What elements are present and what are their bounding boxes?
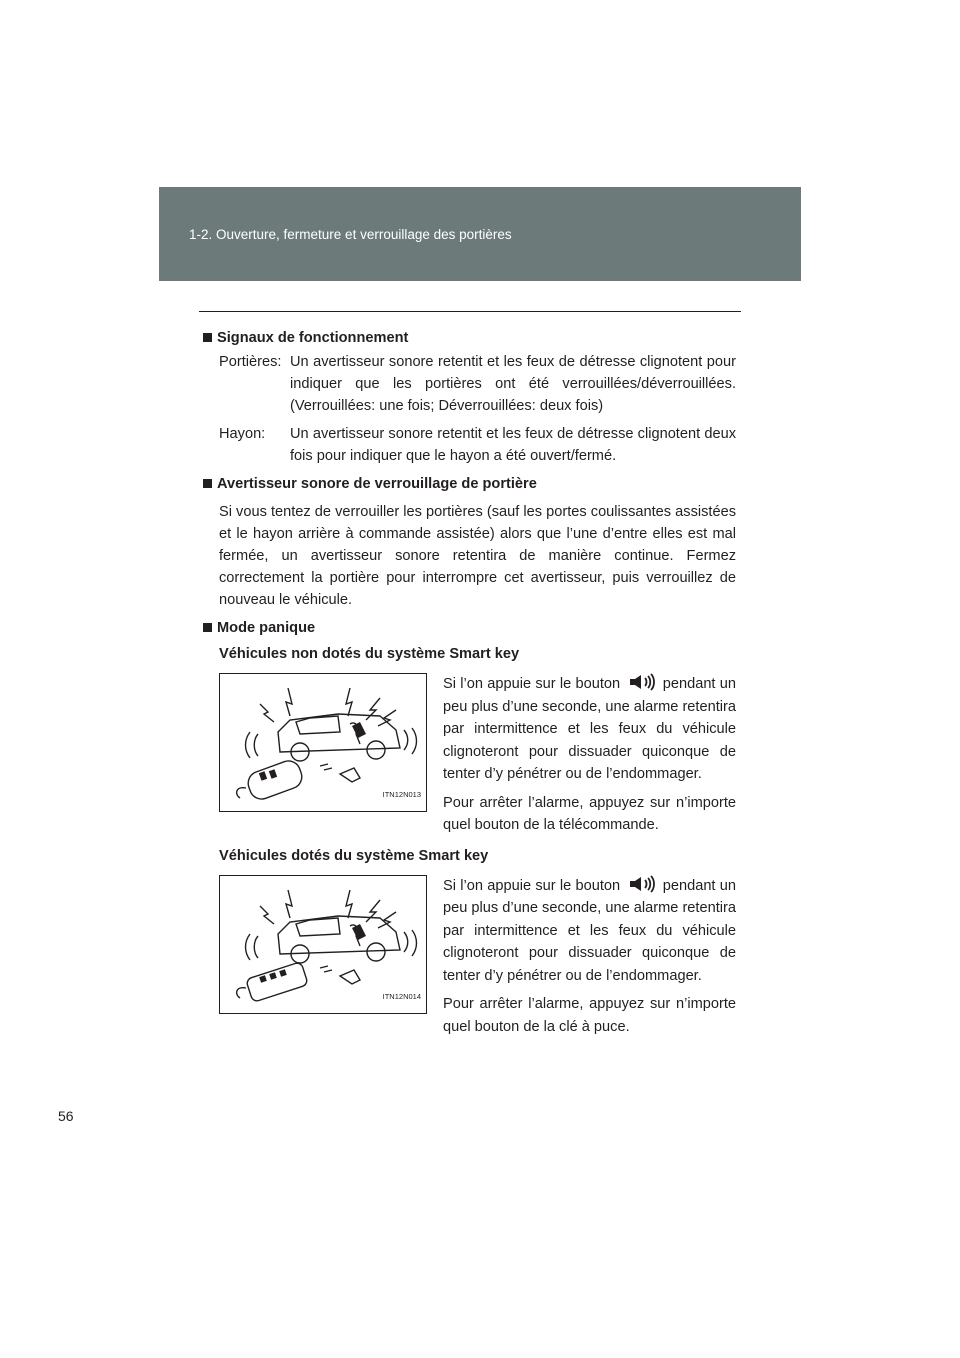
- no-smart-text2: Pour arrêter l’alarme, appuyez sur n’importe quel bouton de la télécommande.: [443, 794, 736, 833]
- no-smart-description: [443, 673, 736, 843]
- smart-text2: Pour arrêter l’alarme, appuyez sur n’importe quel bouton de la clé à puce.: [443, 996, 736, 1035]
- car-alarm-smartkey-illustration: [219, 875, 427, 1014]
- smart-description: [443, 875, 736, 1045]
- buzzer-section: [203, 473, 736, 611]
- section-title: 1-2. Ouverture, fermeture et verrouillage des portières: [189, 227, 512, 242]
- page-number: 56: [58, 1108, 74, 1124]
- no-smart-text1: Si l’on appuie sur le bouton pendant un peu plus d’une seconde, une alarme retentira par intermittence et les feux du véhicule clignoteront pour dissuader quiconque de tenter d’y pénétrer ou de l’endommager.: [443, 673, 736, 786]
- smart-text1: Si l’on appuie sur le bouton pendant un peu plus d’une seconde, une alarme retentira par intermittence et les feux du véhicule clignoteront pour dissuader quiconque de tenter d’y pénétrer ou de l’endommager.: [443, 875, 736, 988]
- hatch-row: [219, 423, 736, 467]
- panic-speaker-icon: [624, 875, 658, 893]
- doors-row: [219, 351, 736, 417]
- doors-label: Portières:: [219, 354, 282, 370]
- panic-section: [203, 617, 736, 1044]
- smart-subtitle: Véhicules dotés du système Smart key: [219, 847, 489, 864]
- panic-title: Mode panique: [203, 617, 736, 639]
- page-content: [203, 327, 736, 1044]
- no-smart-subtitle: Véhicules non dotés du système Smart key: [219, 646, 520, 662]
- hatch-text: Un avertisseur sonore retentit et les feux de détresse clignotent deux fois pour indiquer que le hayon a été ouvert/fermé.: [290, 426, 736, 464]
- signals-title: Signaux de fonctionnement: [203, 327, 736, 349]
- buzzer-title: Avertisseur sonore de verrouillage de portière: [203, 473, 736, 495]
- car-alarm-remote-illustration: [219, 673, 427, 812]
- doors-text: Un avertisseur sonore retentit et les feux de détresse clignotent pour indiquer que les portières ont été verrouillées/déverrouillées. (Verrouillées: une fois; Déverrouillées: deux fois): [290, 354, 736, 414]
- hatch-label: Hayon:: [219, 426, 266, 442]
- bullet-square-icon: [203, 479, 212, 488]
- figure-code: ITN12N013: [382, 790, 421, 799]
- signals-section: [203, 327, 736, 467]
- section-header: [159, 187, 801, 281]
- figure-code: ITN12N014: [382, 991, 421, 1001]
- buzzer-text: Si vous tentez de verrouiller les portières (sauf les portes coulissantes assistées et le hayon arrière à commande assistée) alors que l’une d’entre elles est mal fermée, un avertisseur sonore retentira de manière continue. Fermez correctement la portière pour interrompre cet avertisseur, puis verrouillez de nouveau le véhicule.: [219, 504, 736, 608]
- smart-figure-row: [219, 875, 736, 1045]
- divider: [199, 311, 741, 312]
- panic-speaker-icon: [624, 673, 658, 691]
- no-smart-figure-row: [219, 673, 736, 843]
- bullet-square-icon: [203, 623, 212, 632]
- bullet-square-icon: [203, 333, 212, 342]
